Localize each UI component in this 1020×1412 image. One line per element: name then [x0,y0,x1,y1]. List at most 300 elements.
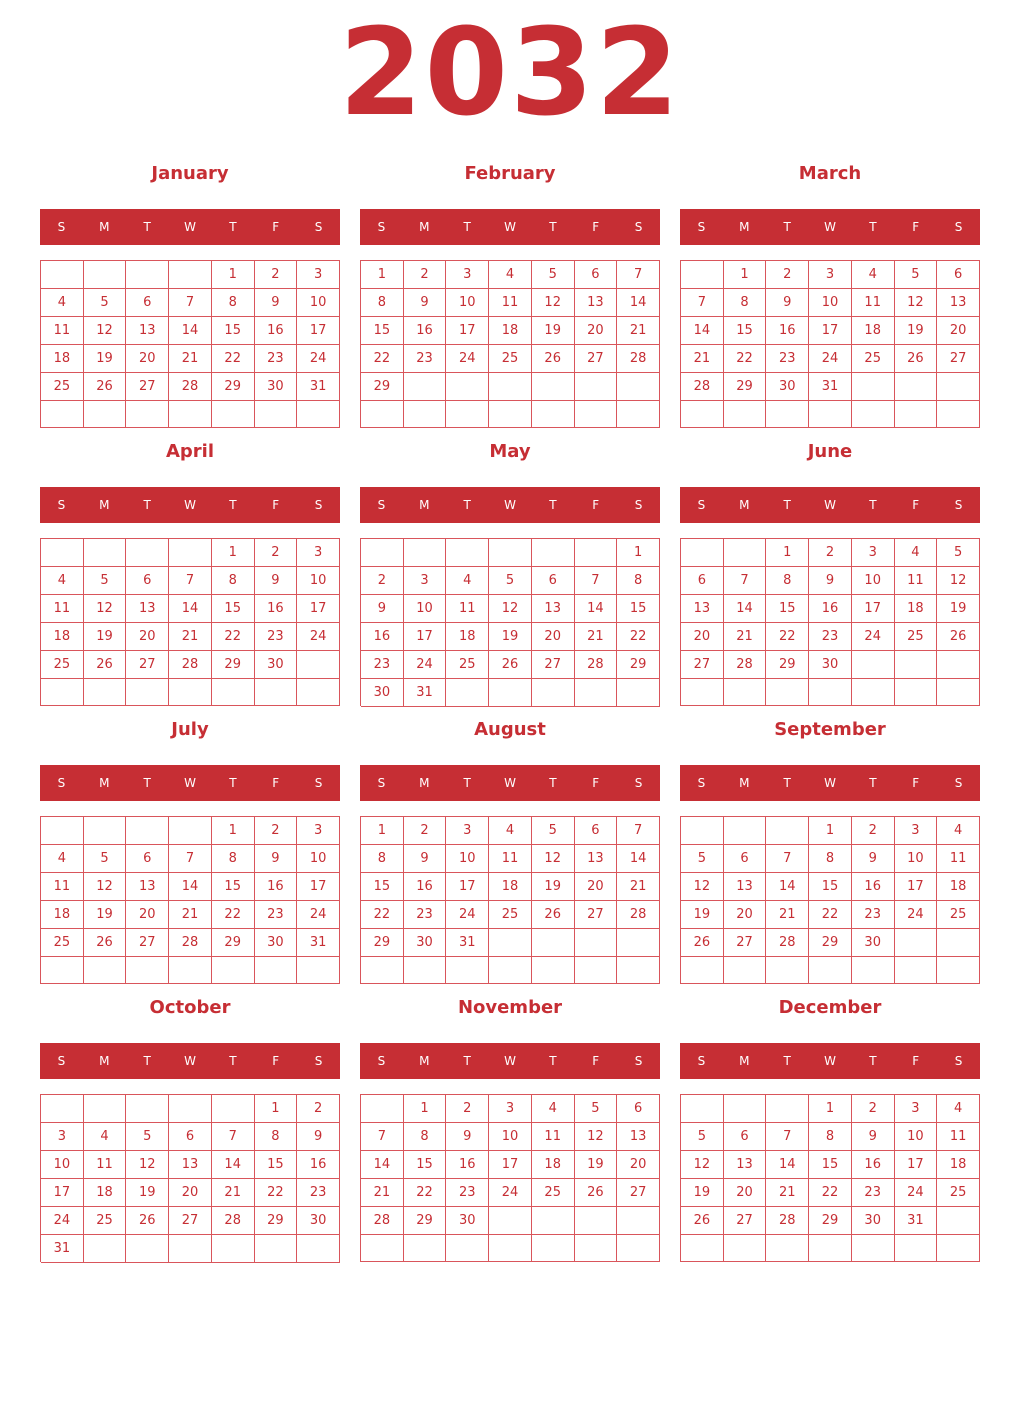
day-cell: 11 [937,845,980,873]
day-cell: 11 [84,1151,127,1179]
day-cell: 31 [297,373,340,401]
weekday-label: M [739,776,750,790]
day-cell: 18 [852,317,895,345]
day-grid [360,260,660,428]
day-cell: 31 [446,929,489,957]
empty-cell [809,401,852,428]
day-cell: 7 [169,289,212,317]
empty-cell [575,539,618,567]
day-cell: 1 [404,1095,447,1123]
day-cell: 16 [297,1151,340,1179]
month-title: March [798,163,862,184]
day-cell: 18 [446,623,489,651]
month-title: December [778,997,882,1018]
day-cell: 19 [895,317,938,345]
day-cell: 13 [575,289,618,317]
empty-cell [489,373,532,401]
day-cell: 13 [126,873,169,901]
day-cell: 5 [84,845,127,873]
day-cell: 29 [361,929,404,957]
day-cell: 31 [41,1235,84,1263]
empty-cell [404,957,447,984]
day-cell: 4 [489,261,532,289]
day-cell: 11 [532,1123,575,1151]
empty-cell [532,539,575,567]
day-cell: 25 [852,345,895,373]
day-cell: 15 [212,317,255,345]
day-cell: 3 [297,539,340,567]
weekday-header [360,487,660,523]
day-cell: 16 [852,1151,895,1179]
empty-cell [41,957,84,984]
weekday-label: T [463,220,471,234]
weekday-label: T [549,1054,557,1068]
month-title: July [171,719,209,740]
day-cell: 6 [724,1123,767,1151]
weekday-label: W [824,498,836,512]
day-cell: 17 [297,595,340,623]
day-cell: 28 [766,1207,809,1235]
day-cell: 17 [297,873,340,901]
empty-cell [404,401,447,428]
day-cell: 20 [575,317,618,345]
weekday-label: F [272,498,280,512]
day-cell: 14 [361,1151,404,1179]
day-cell: 2 [809,539,852,567]
empty-cell [766,401,809,428]
day-cell: 27 [724,1207,767,1235]
empty-cell [575,1207,618,1235]
day-cell: 28 [361,1207,404,1235]
day-cell: 29 [212,651,255,679]
day-cell: 8 [255,1123,298,1151]
empty-cell [617,1235,660,1262]
month-title: September [774,719,886,740]
empty-cell [681,1095,724,1123]
day-cell: 19 [532,873,575,901]
day-grid [360,1094,660,1262]
day-cell: 4 [532,1095,575,1123]
day-cell: 17 [895,1151,938,1179]
day-cell: 8 [766,567,809,595]
day-cell: 26 [489,651,532,679]
empty-cell [212,957,255,984]
day-cell: 10 [809,289,852,317]
day-cell: 13 [681,595,724,623]
weekday-label: S [377,776,386,790]
empty-cell [681,261,724,289]
day-cell: 30 [255,373,298,401]
empty-cell [532,679,575,707]
day-cell: 24 [446,901,489,929]
day-cell: 24 [297,623,340,651]
day-cell: 25 [895,623,938,651]
day-cell: 21 [617,317,660,345]
day-cell: 19 [126,1179,169,1207]
weekday-label: S [377,1054,386,1068]
day-cell: 11 [41,317,84,345]
weekday-label: W [184,776,196,790]
day-cell: 25 [446,651,489,679]
empty-cell [575,401,618,428]
day-cell: 22 [255,1179,298,1207]
empty-cell [852,957,895,984]
day-cell: 5 [126,1123,169,1151]
day-cell: 21 [575,623,618,651]
day-cell: 12 [895,289,938,317]
weekday-label: F [912,776,920,790]
day-cell: 21 [361,1179,404,1207]
weekday-label: S [314,220,323,234]
day-cell: 23 [361,651,404,679]
day-grid [360,816,660,984]
day-cell: 16 [404,873,447,901]
weekday-label: T [549,776,557,790]
weekday-label: T [869,498,877,512]
weekday-label: S [57,220,66,234]
day-cell: 14 [766,873,809,901]
day-cell: 26 [575,1179,618,1207]
weekday-label: T [783,776,791,790]
empty-cell [724,1235,767,1262]
weekday-label: F [272,220,280,234]
day-cell: 28 [617,901,660,929]
day-cell: 10 [297,845,340,873]
empty-cell [809,1235,852,1262]
day-cell: 21 [212,1179,255,1207]
day-cell: 25 [937,1179,980,1207]
empty-cell [169,1235,212,1263]
day-cell: 11 [489,289,532,317]
day-cell: 1 [724,261,767,289]
day-cell: 16 [446,1151,489,1179]
day-cell: 29 [809,1207,852,1235]
day-cell: 30 [255,651,298,679]
day-cell: 14 [724,595,767,623]
weekday-label: W [824,776,836,790]
day-cell: 4 [41,567,84,595]
month-title: June [807,441,853,462]
day-cell: 5 [489,567,532,595]
empty-cell [84,539,127,567]
empty-cell [937,651,980,679]
empty-cell [126,1095,169,1123]
day-cell: 2 [446,1095,489,1123]
day-cell: 17 [489,1151,532,1179]
day-cell: 21 [617,873,660,901]
day-cell: 1 [809,1095,852,1123]
day-cell: 20 [617,1151,660,1179]
empty-cell [489,929,532,957]
day-cell: 28 [724,651,767,679]
day-cell: 8 [361,845,404,873]
empty-cell [852,401,895,428]
empty-cell [361,539,404,567]
weekday-label: T [783,498,791,512]
weekday-label: M [99,220,110,234]
day-cell: 1 [212,817,255,845]
day-cell: 8 [809,1123,852,1151]
day-cell: 4 [489,817,532,845]
empty-cell [169,817,212,845]
day-grid [360,538,660,706]
day-cell: 12 [575,1123,618,1151]
day-cell: 14 [169,595,212,623]
day-cell: 18 [489,317,532,345]
day-cell: 2 [852,1095,895,1123]
weekday-label: S [634,220,643,234]
day-cell: 19 [84,345,127,373]
day-cell: 10 [446,289,489,317]
empty-cell [937,1235,980,1262]
empty-cell [617,1207,660,1235]
empty-cell [169,261,212,289]
day-cell: 15 [361,873,404,901]
day-cell: 18 [489,873,532,901]
day-grid [40,816,340,984]
empty-cell [575,929,618,957]
empty-cell [681,679,724,706]
day-cell: 29 [404,1207,447,1235]
empty-cell [532,401,575,428]
day-cell: 26 [895,345,938,373]
empty-cell [404,1235,447,1262]
weekday-header [40,209,340,245]
empty-cell [41,679,84,706]
weekday-label: M [99,498,110,512]
weekday-label: T [869,1054,877,1068]
weekday-header [360,209,660,245]
day-cell: 12 [937,567,980,595]
day-cell: 21 [169,901,212,929]
day-cell: 23 [255,901,298,929]
day-cell: 15 [809,873,852,901]
weekday-label: F [592,498,600,512]
day-cell: 1 [212,539,255,567]
day-cell: 5 [681,845,724,873]
weekday-label: S [314,498,323,512]
day-cell: 14 [766,1151,809,1179]
empty-cell [169,539,212,567]
empty-cell [852,373,895,401]
day-cell: 30 [297,1207,340,1235]
weekday-label: T [229,776,237,790]
empty-cell [255,1235,298,1263]
day-cell: 31 [404,679,447,707]
weekday-label: W [184,1054,196,1068]
month-title: February [464,163,556,184]
day-cell: 8 [404,1123,447,1151]
day-cell: 27 [617,1179,660,1207]
day-cell: 27 [532,651,575,679]
empty-cell [724,401,767,428]
day-cell: 17 [809,317,852,345]
day-cell: 1 [809,817,852,845]
empty-cell [852,651,895,679]
month-october [40,996,340,1266]
day-cell: 6 [575,817,618,845]
day-cell: 7 [361,1123,404,1151]
empty-cell [766,817,809,845]
day-cell: 7 [724,567,767,595]
empty-cell [361,401,404,428]
day-cell: 30 [404,929,447,957]
day-cell: 8 [212,845,255,873]
day-cell: 20 [681,623,724,651]
day-cell: 6 [532,567,575,595]
day-cell: 4 [446,567,489,595]
day-cell: 15 [212,873,255,901]
day-cell: 22 [724,345,767,373]
empty-cell [212,1235,255,1263]
weekday-label: M [99,776,110,790]
day-cell: 5 [84,289,127,317]
empty-cell [41,401,84,428]
day-cell: 16 [255,873,298,901]
empty-cell [724,539,767,567]
empty-cell [84,817,127,845]
empty-cell [532,373,575,401]
empty-cell [404,373,447,401]
empty-cell [724,817,767,845]
day-cell: 7 [766,845,809,873]
day-cell: 8 [361,289,404,317]
empty-cell [617,401,660,428]
day-cell: 28 [169,929,212,957]
day-cell: 22 [617,623,660,651]
empty-cell [361,1235,404,1262]
day-cell: 13 [724,1151,767,1179]
day-grid [680,538,980,706]
day-cell: 18 [41,901,84,929]
day-cell: 29 [255,1207,298,1235]
day-cell: 27 [126,373,169,401]
day-cell: 19 [489,623,532,651]
day-cell: 15 [212,595,255,623]
day-cell: 10 [297,289,340,317]
day-cell: 11 [446,595,489,623]
empty-cell [681,817,724,845]
day-cell: 1 [255,1095,298,1123]
day-cell: 22 [361,901,404,929]
weekday-label: M [739,498,750,512]
day-cell: 5 [895,261,938,289]
weekday-label: S [954,498,963,512]
day-grid [680,260,980,428]
empty-cell [895,957,938,984]
empty-cell [169,957,212,984]
day-cell: 22 [404,1179,447,1207]
day-cell: 22 [212,901,255,929]
weekday-label: F [272,1054,280,1068]
empty-cell [446,679,489,707]
empty-cell [126,679,169,706]
day-cell: 14 [575,595,618,623]
weekday-label: S [634,1054,643,1068]
empty-cell [489,401,532,428]
day-cell: 27 [575,901,618,929]
day-cell: 24 [809,345,852,373]
empty-cell [532,1235,575,1262]
day-cell: 6 [126,845,169,873]
weekday-label: S [314,1054,323,1068]
weekday-label: S [697,220,706,234]
weekday-label: S [954,1054,963,1068]
empty-cell [126,957,169,984]
day-cell: 29 [724,373,767,401]
weekday-label: T [229,1054,237,1068]
day-cell: 23 [297,1179,340,1207]
day-cell: 11 [937,1123,980,1151]
day-cell: 7 [212,1123,255,1151]
day-cell: 27 [126,651,169,679]
day-cell: 12 [681,1151,724,1179]
day-cell: 3 [852,539,895,567]
day-cell: 17 [446,317,489,345]
empty-cell [446,957,489,984]
weekday-label: T [549,498,557,512]
empty-cell [41,261,84,289]
day-cell: 26 [681,1207,724,1235]
weekday-label: F [272,776,280,790]
day-cell: 6 [126,289,169,317]
weekday-label: F [592,1054,600,1068]
day-cell: 26 [532,345,575,373]
day-cell: 17 [297,317,340,345]
day-cell: 10 [41,1151,84,1179]
day-cell: 31 [895,1207,938,1235]
day-cell: 8 [724,289,767,317]
day-cell: 18 [895,595,938,623]
weekday-label: S [697,498,706,512]
day-cell: 17 [41,1179,84,1207]
day-cell: 27 [724,929,767,957]
empty-cell [446,539,489,567]
day-cell: 8 [617,567,660,595]
day-cell: 16 [809,595,852,623]
day-cell: 30 [852,929,895,957]
month-september [680,718,980,988]
empty-cell [617,373,660,401]
day-cell: 2 [255,539,298,567]
day-cell: 18 [41,623,84,651]
day-cell: 31 [297,929,340,957]
day-cell: 18 [84,1179,127,1207]
day-cell: 18 [532,1151,575,1179]
day-cell: 10 [489,1123,532,1151]
day-cell: 2 [361,567,404,595]
month-january [40,162,340,432]
day-cell: 28 [575,651,618,679]
weekday-label: T [143,776,151,790]
day-cell: 11 [895,567,938,595]
weekday-label: M [739,1054,750,1068]
day-cell: 26 [126,1207,169,1235]
day-cell: 22 [809,901,852,929]
empty-cell [575,373,618,401]
day-cell: 26 [532,901,575,929]
weekday-label: T [783,220,791,234]
day-cell: 9 [361,595,404,623]
weekday-label: W [824,220,836,234]
day-cell: 2 [766,261,809,289]
day-cell: 13 [617,1123,660,1151]
day-cell: 7 [169,567,212,595]
day-cell: 3 [446,261,489,289]
day-cell: 20 [169,1179,212,1207]
day-cell: 28 [169,373,212,401]
day-cell: 14 [617,289,660,317]
